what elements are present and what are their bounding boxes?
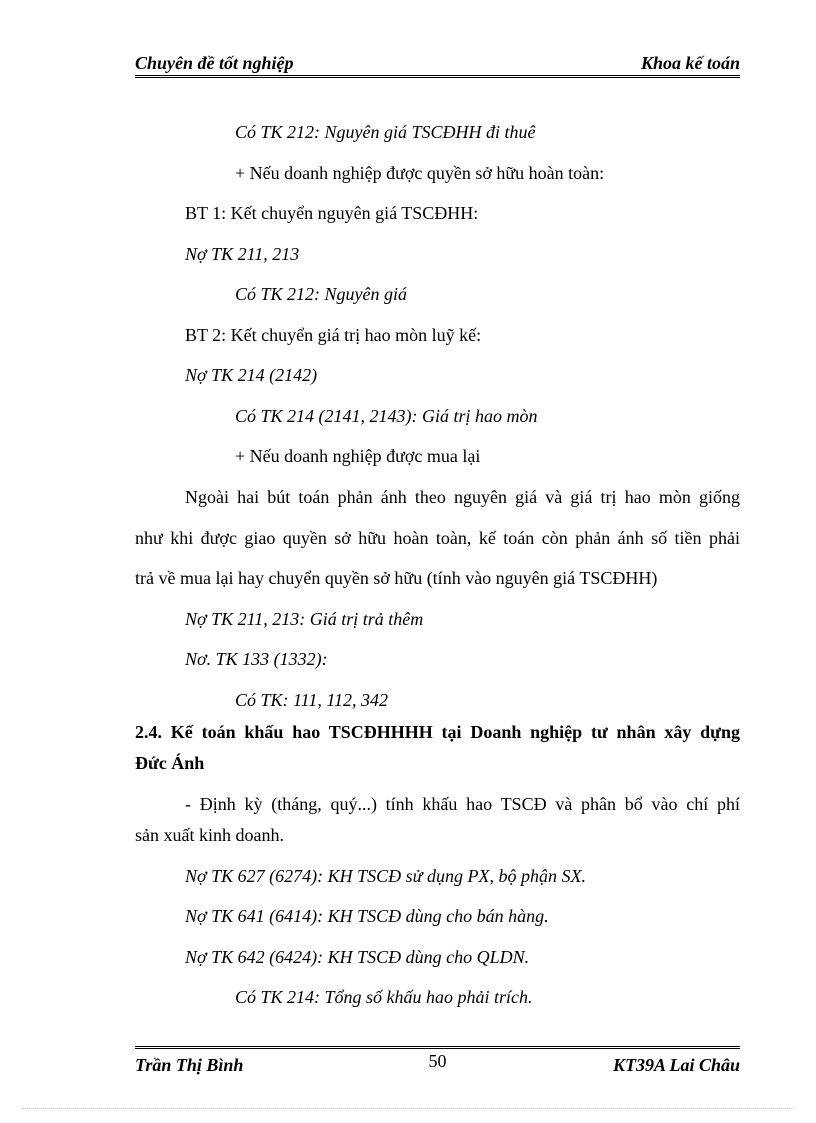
text-line: Nợ TK 211, 213 [185,244,300,264]
page-header [135,48,740,78]
text-line: + Nếu doanh nghiệp được quyền sở hữu hoàn toàn: [235,163,605,183]
header-left-title: Chuyên đề tốt nghiệp [135,53,294,73]
header-right-title: Khoa kế toán [640,53,740,73]
page-number: 50 [428,1051,447,1071]
text-line: Nơ. TK 133 (1332): [185,649,328,669]
page-footer [135,1046,740,1077]
page-edge-divider [22,1108,794,1109]
text-line: Có TK 212: Nguyên giá [235,284,408,304]
paragraph-line: như khi được giao quyền sở hữu hoàn toàn, kế toán còn phản ánh số tiền phải [135,528,740,548]
paragraph-line: sản xuất kinh doanh. [135,825,284,845]
paragraph-line: trả về mua lại hay chuyển quyền sở hữu (tính vào nguyên giá TSCĐHH) [135,568,658,588]
text-line: Có TK: 111, 112, 342 [235,690,389,710]
paragraph-line: Ngoài hai bút toán phản ánh theo nguyên giá và giá trị hao mòn giống [185,487,740,507]
text-line: + Nếu doanh nghiệp được mua lại [235,446,481,466]
footer-author: Trần Thị Bình [135,1055,244,1075]
footer-class: KT39A Lai Châu [612,1055,740,1075]
text-line: BT 2: Kết chuyển giá trị hao mòn luỹ kế: [185,325,482,345]
text-line: Nợ TK 641 (6414): KH TSCĐ dùng cho bán hàng. [185,906,549,926]
text-line: Nợ TK 211, 213: Giá trị trả thêm [185,609,424,629]
text-line: Nợ TK 642 (6424): KH TSCĐ dùng cho QLDN. [185,947,530,967]
text-line: Nợ TK 214 (2142) [185,365,318,385]
section-heading: 2.4. Kế toán khấu hao TSCĐHHHH tại Doanh nghiệp tư nhân xây dựng [135,722,740,742]
text-line: Nợ TK 627 (6274): KH TSCĐ sử dụng PX, bộ phận SX. [185,866,586,886]
text-line: Có TK 212: Nguyên giá TSCĐHH đi thuê [235,122,536,142]
section-heading-cont: Đức Ánh [135,753,205,773]
text-line: Có TK 214: Tổng số khấu hao phải trích. [235,987,533,1007]
paragraph-line: - Định kỳ (tháng, quý...) tính khấu hao TSCĐ và phân bổ vào chí phí [185,794,740,814]
text-line: Có TK 214 (2141, 2143): Giá trị hao mòn [235,406,538,426]
text-line: BT 1: Kết chuyển nguyên giá TSCĐHH: [185,203,479,223]
